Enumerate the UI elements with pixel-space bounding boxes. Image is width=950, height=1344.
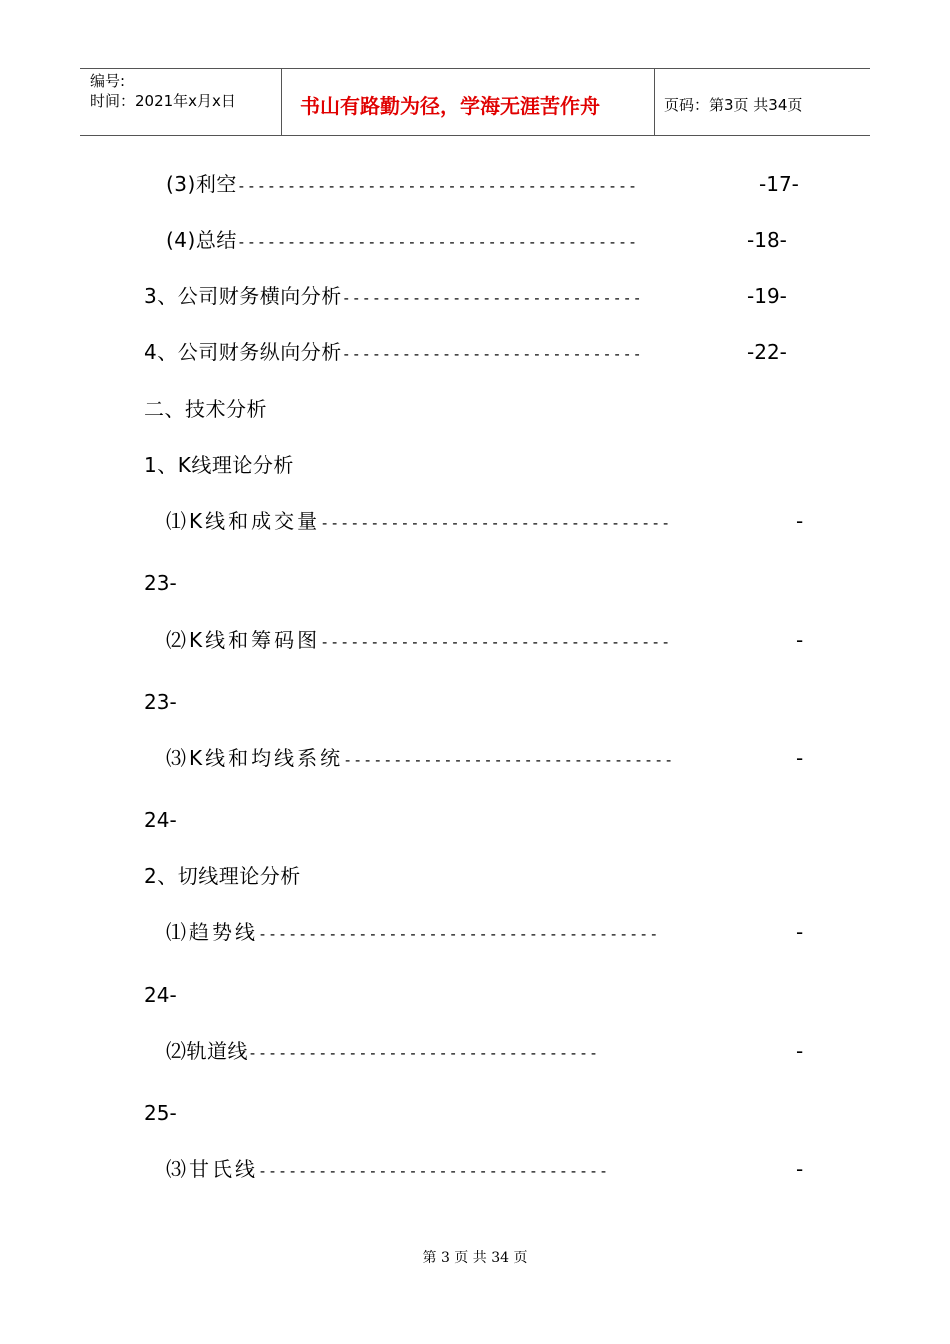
toc-entry-title: ⑴K线和成交量 <box>166 509 321 533</box>
toc-entry-page: -18- <box>747 228 787 252</box>
toc-entry-page: -22- <box>747 340 787 364</box>
toc-entry-page: -19- <box>747 284 787 308</box>
toc-section-title: 二、技术分析 <box>144 397 267 421</box>
toc-entry-leader: ----------------------------------- <box>320 514 672 532</box>
toc-entry-title: (4)总结 <box>166 228 237 252</box>
toc-entry-page-wrap: 25- <box>144 1101 177 1125</box>
toc-entry-page-dash: - <box>796 1157 804 1181</box>
toc-entry-leader: ----------------------------------- <box>258 1162 610 1180</box>
toc-entry-leader: ---------------------------------------- <box>236 177 639 195</box>
toc-entry-page-wrap: 23- <box>144 690 177 714</box>
toc-entry-title: ⑵K线和筹码图 <box>166 628 321 652</box>
toc-entry-page-wrap: 24- <box>144 808 177 832</box>
toc-subsection-heading <box>144 453 294 477</box>
page-footer: 第 3 页 共 34 页 <box>422 1250 528 1266</box>
toc-entry-page: -17- <box>759 172 799 196</box>
toc-entry-title: ⑴趋势线 <box>166 920 258 944</box>
header-motto: 书山有路勤为径，学海无涯苦作舟 <box>300 94 600 118</box>
toc-entry-page-dash: - <box>796 628 804 652</box>
toc-entry-title: 3、公司财务横向分析 <box>144 284 342 308</box>
toc-entry <box>166 1157 609 1183</box>
toc-entry <box>166 1039 599 1065</box>
header-meta <box>90 71 236 111</box>
toc-entry <box>166 920 659 946</box>
toc-entry <box>144 340 643 366</box>
toc-entry-page-dash: - <box>796 509 804 533</box>
toc-entry-leader: ---------------------------------------- <box>258 925 660 943</box>
toc-entry <box>166 628 671 654</box>
toc-entry-page-wrap: 23- <box>144 571 177 595</box>
header-bottom-rule <box>80 135 870 136</box>
toc-entry-page-dash: - <box>796 746 804 770</box>
toc-entry-title: ⑶甘氏线 <box>166 1157 258 1181</box>
toc-entry <box>166 509 671 535</box>
toc-entry <box>166 228 638 254</box>
toc-entry-title: 4、公司财务纵向分析 <box>144 340 342 364</box>
toc-entry-leader: ---------------------------------------- <box>236 233 639 251</box>
toc-entry-leader: ----------------------------------- <box>248 1044 600 1062</box>
toc-entry-leader: ------------------------------ <box>341 289 643 307</box>
header-time-label: 时间：2021年x月x日 <box>90 92 236 110</box>
toc-entry-leader: --------------------------------- <box>343 751 675 769</box>
header-divider-left <box>281 68 282 135</box>
toc-subsection-heading <box>144 864 301 888</box>
header-top-rule <box>80 68 870 69</box>
toc-entry <box>166 746 674 772</box>
toc-entry-page-dash: - <box>796 1039 804 1063</box>
toc-entry-title: (3)利空 <box>166 172 237 196</box>
toc-entry-title: ⑶K线和均线系统 <box>166 746 344 770</box>
toc-entry-page-wrap: 24- <box>144 983 177 1007</box>
header-page-info: 页码：第3页 共34页 <box>664 96 803 114</box>
header-divider-right <box>654 68 655 135</box>
toc-entry <box>144 284 643 310</box>
toc-entry-page-dash: - <box>796 920 804 944</box>
toc-section-heading <box>144 397 267 421</box>
toc-entry-leader: ------------------------------ <box>341 345 643 363</box>
header-number-label: 编号: <box>90 72 126 90</box>
toc-entry <box>166 172 638 198</box>
toc-subsection-title: 1、K线理论分析 <box>144 453 294 477</box>
toc-entry-leader: ----------------------------------- <box>320 633 672 651</box>
toc-entry-title: ⑵轨道线 <box>166 1039 248 1063</box>
toc-subsection-title: 2、切线理论分析 <box>144 864 301 888</box>
